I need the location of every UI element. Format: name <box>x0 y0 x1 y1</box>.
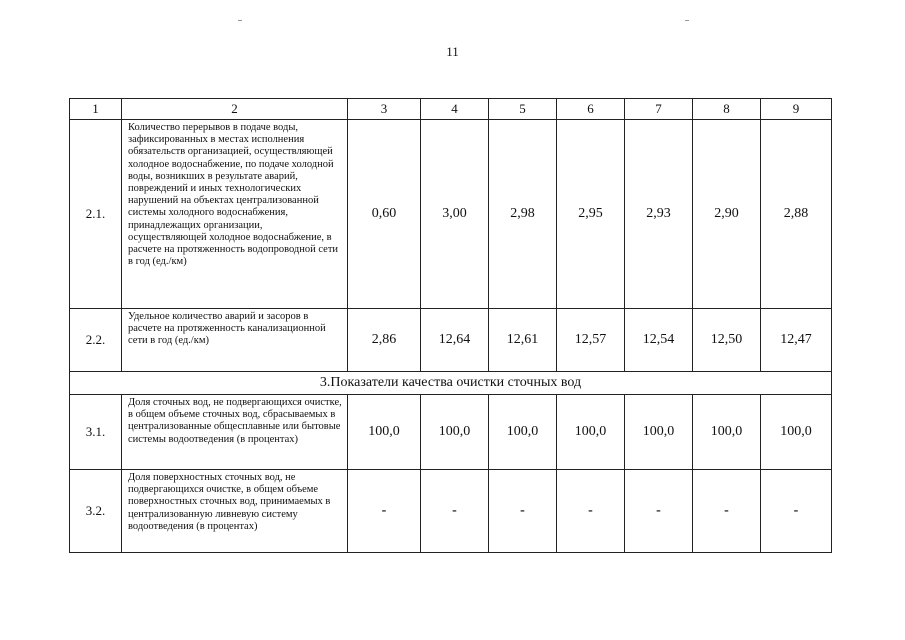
row-description: Доля поверхностных сточных вод, не подвергающихся очистке, в общем объеме поверхностных сточных вод, принимаемых в централизованную ливневую систему водоотведения (в процентах) <box>122 470 348 553</box>
value-cell: 2,98 <box>489 120 557 309</box>
row-description: Доля сточных вод, не подвергающихся очистке, в общем объеме сточных вод, сбрасываемых в централизованные общесплавные или бытовые системы водоотведения (в процентах) <box>122 395 348 470</box>
section-header-row <box>70 372 832 395</box>
header-cell: 8 <box>693 99 761 120</box>
value-cell: 100,0 <box>625 395 693 470</box>
header-cell: 9 <box>761 99 832 120</box>
scan-mark-left <box>238 20 242 21</box>
table-row <box>70 120 832 309</box>
value-cell: 100,0 <box>693 395 761 470</box>
header-cell: 6 <box>557 99 625 120</box>
value-cell: 2,95 <box>557 120 625 309</box>
value-cell: 2,88 <box>761 120 832 309</box>
row-number: 2.1. <box>70 120 122 309</box>
value-cell: 100,0 <box>489 395 557 470</box>
row-description: Количество перерывов в подаче воды, зафиксированных в местах исполнения обязательств организацией, осуществляющей холодное водоснабжение, по подаче холодной воды, возникших в результате аварий, повреждений и иных технологических нарушений на объектах централизованной системы холодного водоснабжения, принадлежащих организации, осуществляющей холодное водоснабжение, в расчете на протяженность водопроводной сети в год (ед./км) <box>122 120 348 309</box>
value-cell: 2,90 <box>693 120 761 309</box>
value-cell: 3,00 <box>421 120 489 309</box>
scan-mark-right <box>685 20 689 21</box>
value-cell: 12,50 <box>693 309 761 372</box>
header-cell: 1 <box>70 99 122 120</box>
value-cell: - <box>625 470 693 553</box>
header-cell: 5 <box>489 99 557 120</box>
value-cell: 100,0 <box>348 395 421 470</box>
value-cell: 12,54 <box>625 309 693 372</box>
value-cell: - <box>489 470 557 553</box>
value-cell: - <box>557 470 625 553</box>
value-cell: - <box>693 470 761 553</box>
row-number: 3.2. <box>70 470 122 553</box>
header-cell: 2 <box>122 99 348 120</box>
value-cell: 12,47 <box>761 309 832 372</box>
value-cell: 100,0 <box>761 395 832 470</box>
header-cell: 3 <box>348 99 421 120</box>
section-title: 3.Показатели качества очистки сточных вод <box>70 372 832 395</box>
row-number: 2.2. <box>70 309 122 372</box>
table-row <box>70 470 832 553</box>
value-cell: - <box>348 470 421 553</box>
value-cell: 0,60 <box>348 120 421 309</box>
header-cell: 7 <box>625 99 693 120</box>
row-number: 3.1. <box>70 395 122 470</box>
header-cell: 4 <box>421 99 489 120</box>
value-cell: 2,93 <box>625 120 693 309</box>
indicators-table <box>69 98 832 553</box>
value-cell: 100,0 <box>557 395 625 470</box>
value-cell: - <box>761 470 832 553</box>
value-cell: 12,64 <box>421 309 489 372</box>
table-row <box>70 395 832 470</box>
value-cell: 12,57 <box>557 309 625 372</box>
value-cell: 2,86 <box>348 309 421 372</box>
value-cell: 12,61 <box>489 309 557 372</box>
page-number: 11 <box>446 44 459 59</box>
table-row <box>70 309 832 372</box>
value-cell: 100,0 <box>421 395 489 470</box>
value-cell: - <box>421 470 489 553</box>
table-header-row <box>70 99 832 120</box>
row-description: Удельное количество аварий и засоров в расчете на протяженность канализационной сети в год (ед./км) <box>122 309 348 372</box>
